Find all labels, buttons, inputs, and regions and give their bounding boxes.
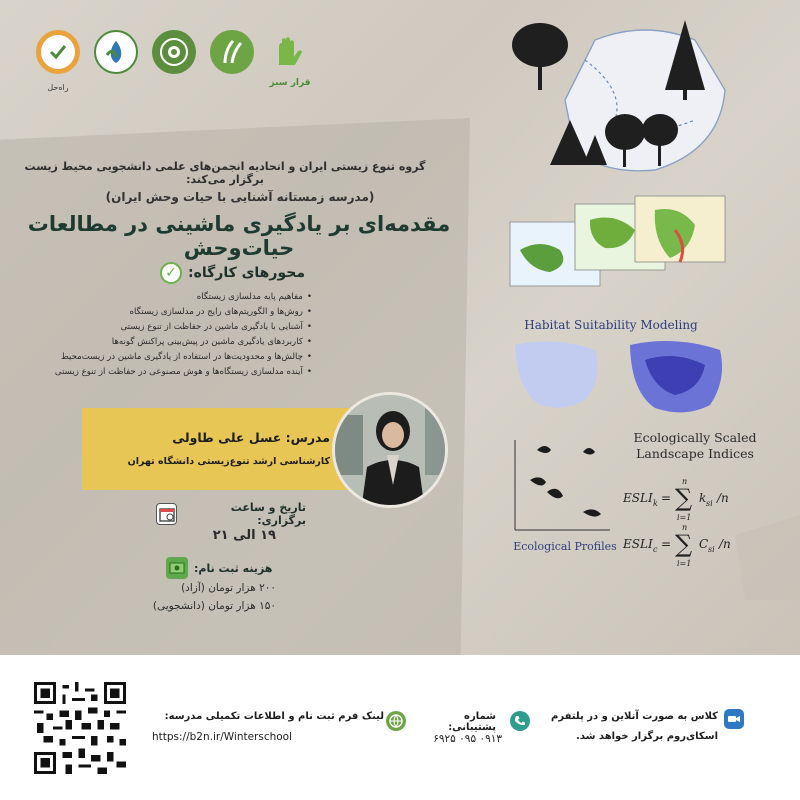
instructor-photo [332, 392, 448, 508]
list-item: • آینده مدلسازی زیستگاه‌ها و هوش مصنوعی در حفاظت از تنوع زیستی [40, 365, 312, 380]
schedule-heading-label: تاریخ و ساعت برگزاری: [230, 501, 306, 527]
calendar-icon [156, 503, 177, 525]
suitability-map-plain [515, 341, 597, 407]
leaf-logo [210, 30, 254, 74]
svg-text:=: = [661, 491, 672, 505]
svg-text:∑: ∑ [675, 484, 693, 512]
svg-text:/n: /n [717, 491, 729, 505]
biodiversity-society-logo [94, 30, 138, 74]
svg-text:i=1: i=1 [677, 513, 692, 522]
svg-text:n: n [682, 523, 688, 532]
support-label: شماره پشتیبانی: [448, 711, 496, 733]
fee-student: ۱۵۰ هزار تومان (دانشجویی) [152, 600, 276, 612]
subtitle: (مدرسه زمستانه آشنایی با حیات وحش ایران) [105, 190, 375, 204]
leaf-drop-icon [101, 37, 131, 67]
tree-icon [512, 23, 568, 90]
phone-icon [510, 711, 530, 731]
list-item: • روش‌ها و الگوریتم‌های رایج در مدلسازی زیستگاه [40, 305, 312, 320]
list-item: • چالش‌ها و محدودیت‌ها در استفاده از یادگیری ماشین در زیست‌محیط [40, 350, 312, 365]
logo-caption: راه‌حل [47, 83, 69, 92]
online-info-line2: اسکای‌روم برگزار خواهد شد. [576, 731, 718, 742]
hexagon-emblem-icon [158, 36, 190, 68]
union-logo [152, 30, 196, 74]
figure-panel [495, 0, 800, 655]
svg-text:c: c [653, 545, 658, 554]
grass-icon [217, 37, 247, 67]
qr-code[interactable] [34, 682, 126, 774]
svg-text:n: n [682, 477, 688, 486]
suitability-map-heat [630, 341, 722, 412]
fee-heading-label: هزینه ثبت نام: [194, 561, 273, 575]
check-badge-icon: ✓ [160, 262, 182, 284]
topics-list [40, 290, 312, 380]
page-title: مقدمه‌ای بر یادگیری ماشینی در مطالعات حیات‌وحش [27, 212, 451, 260]
globe-icon [386, 711, 406, 731]
esli-title: Ecologically Scaled Landscape Indices [633, 430, 757, 461]
fee-heading [166, 557, 306, 579]
profile-scatter-plot [515, 440, 610, 530]
registration-label: لینک فرم ثبت نام و اطلاعات تکمیلی مدرسه: [164, 711, 384, 722]
esli-formula-c [623, 520, 773, 573]
instructor-role: کارشناسی ارشد تنوع‌زیستی دانشگاه تهران [127, 456, 330, 467]
logo-caption: قرار سبز [269, 78, 311, 88]
svg-text:C: C [699, 537, 709, 551]
schedule-heading [156, 501, 306, 527]
instructor-card [82, 408, 350, 490]
axes-heading-label: محورهای کارگاه: [188, 265, 305, 281]
money-icon [166, 557, 188, 579]
eco-profiles-title: Ecological Profiles [513, 540, 617, 553]
gharar-sabz-logo [268, 30, 312, 88]
list-item: • مفاهیم پایه مدلسازی زیستگاه [40, 290, 312, 305]
list-item: • کاربردهای یادگیری ماشین در پیش‌بینی پراکنش گونه‌ها [40, 335, 312, 350]
svg-text:ESLI: ESLI [623, 537, 653, 551]
footer-bar [0, 655, 800, 800]
check-mark-icon [47, 41, 69, 63]
intro-text: گروه تنوع زیستی ایران و اتحادیه انجمن‌های علمی دانشجویی محیط زیست برگزار می‌کند: [24, 160, 426, 186]
video-camera-icon [724, 709, 744, 729]
species-maps-stack [510, 196, 725, 286]
hsm-title: Habitat Suitability Modeling [524, 318, 698, 332]
schedule-value: ۱۹ الی ۲۱ [212, 528, 276, 543]
svg-text:k: k [699, 491, 707, 505]
svg-text:/n: /n [719, 537, 731, 551]
online-info-line1: کلاس به صورت آنلاین و در پلتفرم [551, 711, 718, 722]
logo-row [36, 30, 316, 90]
svg-text:i=1: i=1 [677, 559, 692, 568]
svg-text:k: k [653, 499, 658, 508]
svg-text:∑: ∑ [675, 530, 693, 558]
svg-text:si: si [706, 499, 713, 508]
svg-text:=: = [661, 537, 672, 551]
registration-link[interactable]: https://b2n.ir/Winterschool [152, 731, 293, 743]
svg-text:ESLI: ESLI [623, 491, 653, 505]
svg-text:si: si [708, 545, 715, 554]
instructor-name: مدرس: عسل علی طاولی [172, 430, 330, 445]
list-item: • آشنایی با یادگیری ماشین در حفاظت از تنوع زیستی [40, 320, 312, 335]
fee-free: ۲۰۰ هزار تومان (آزاد) [181, 582, 276, 594]
support-number[interactable]: ۰۹۱۳ ۰۹۵ ۶۹۲۵ [433, 733, 502, 745]
axes-heading [160, 262, 350, 284]
hand-icon [271, 35, 309, 69]
rahhal-logo [36, 30, 80, 92]
